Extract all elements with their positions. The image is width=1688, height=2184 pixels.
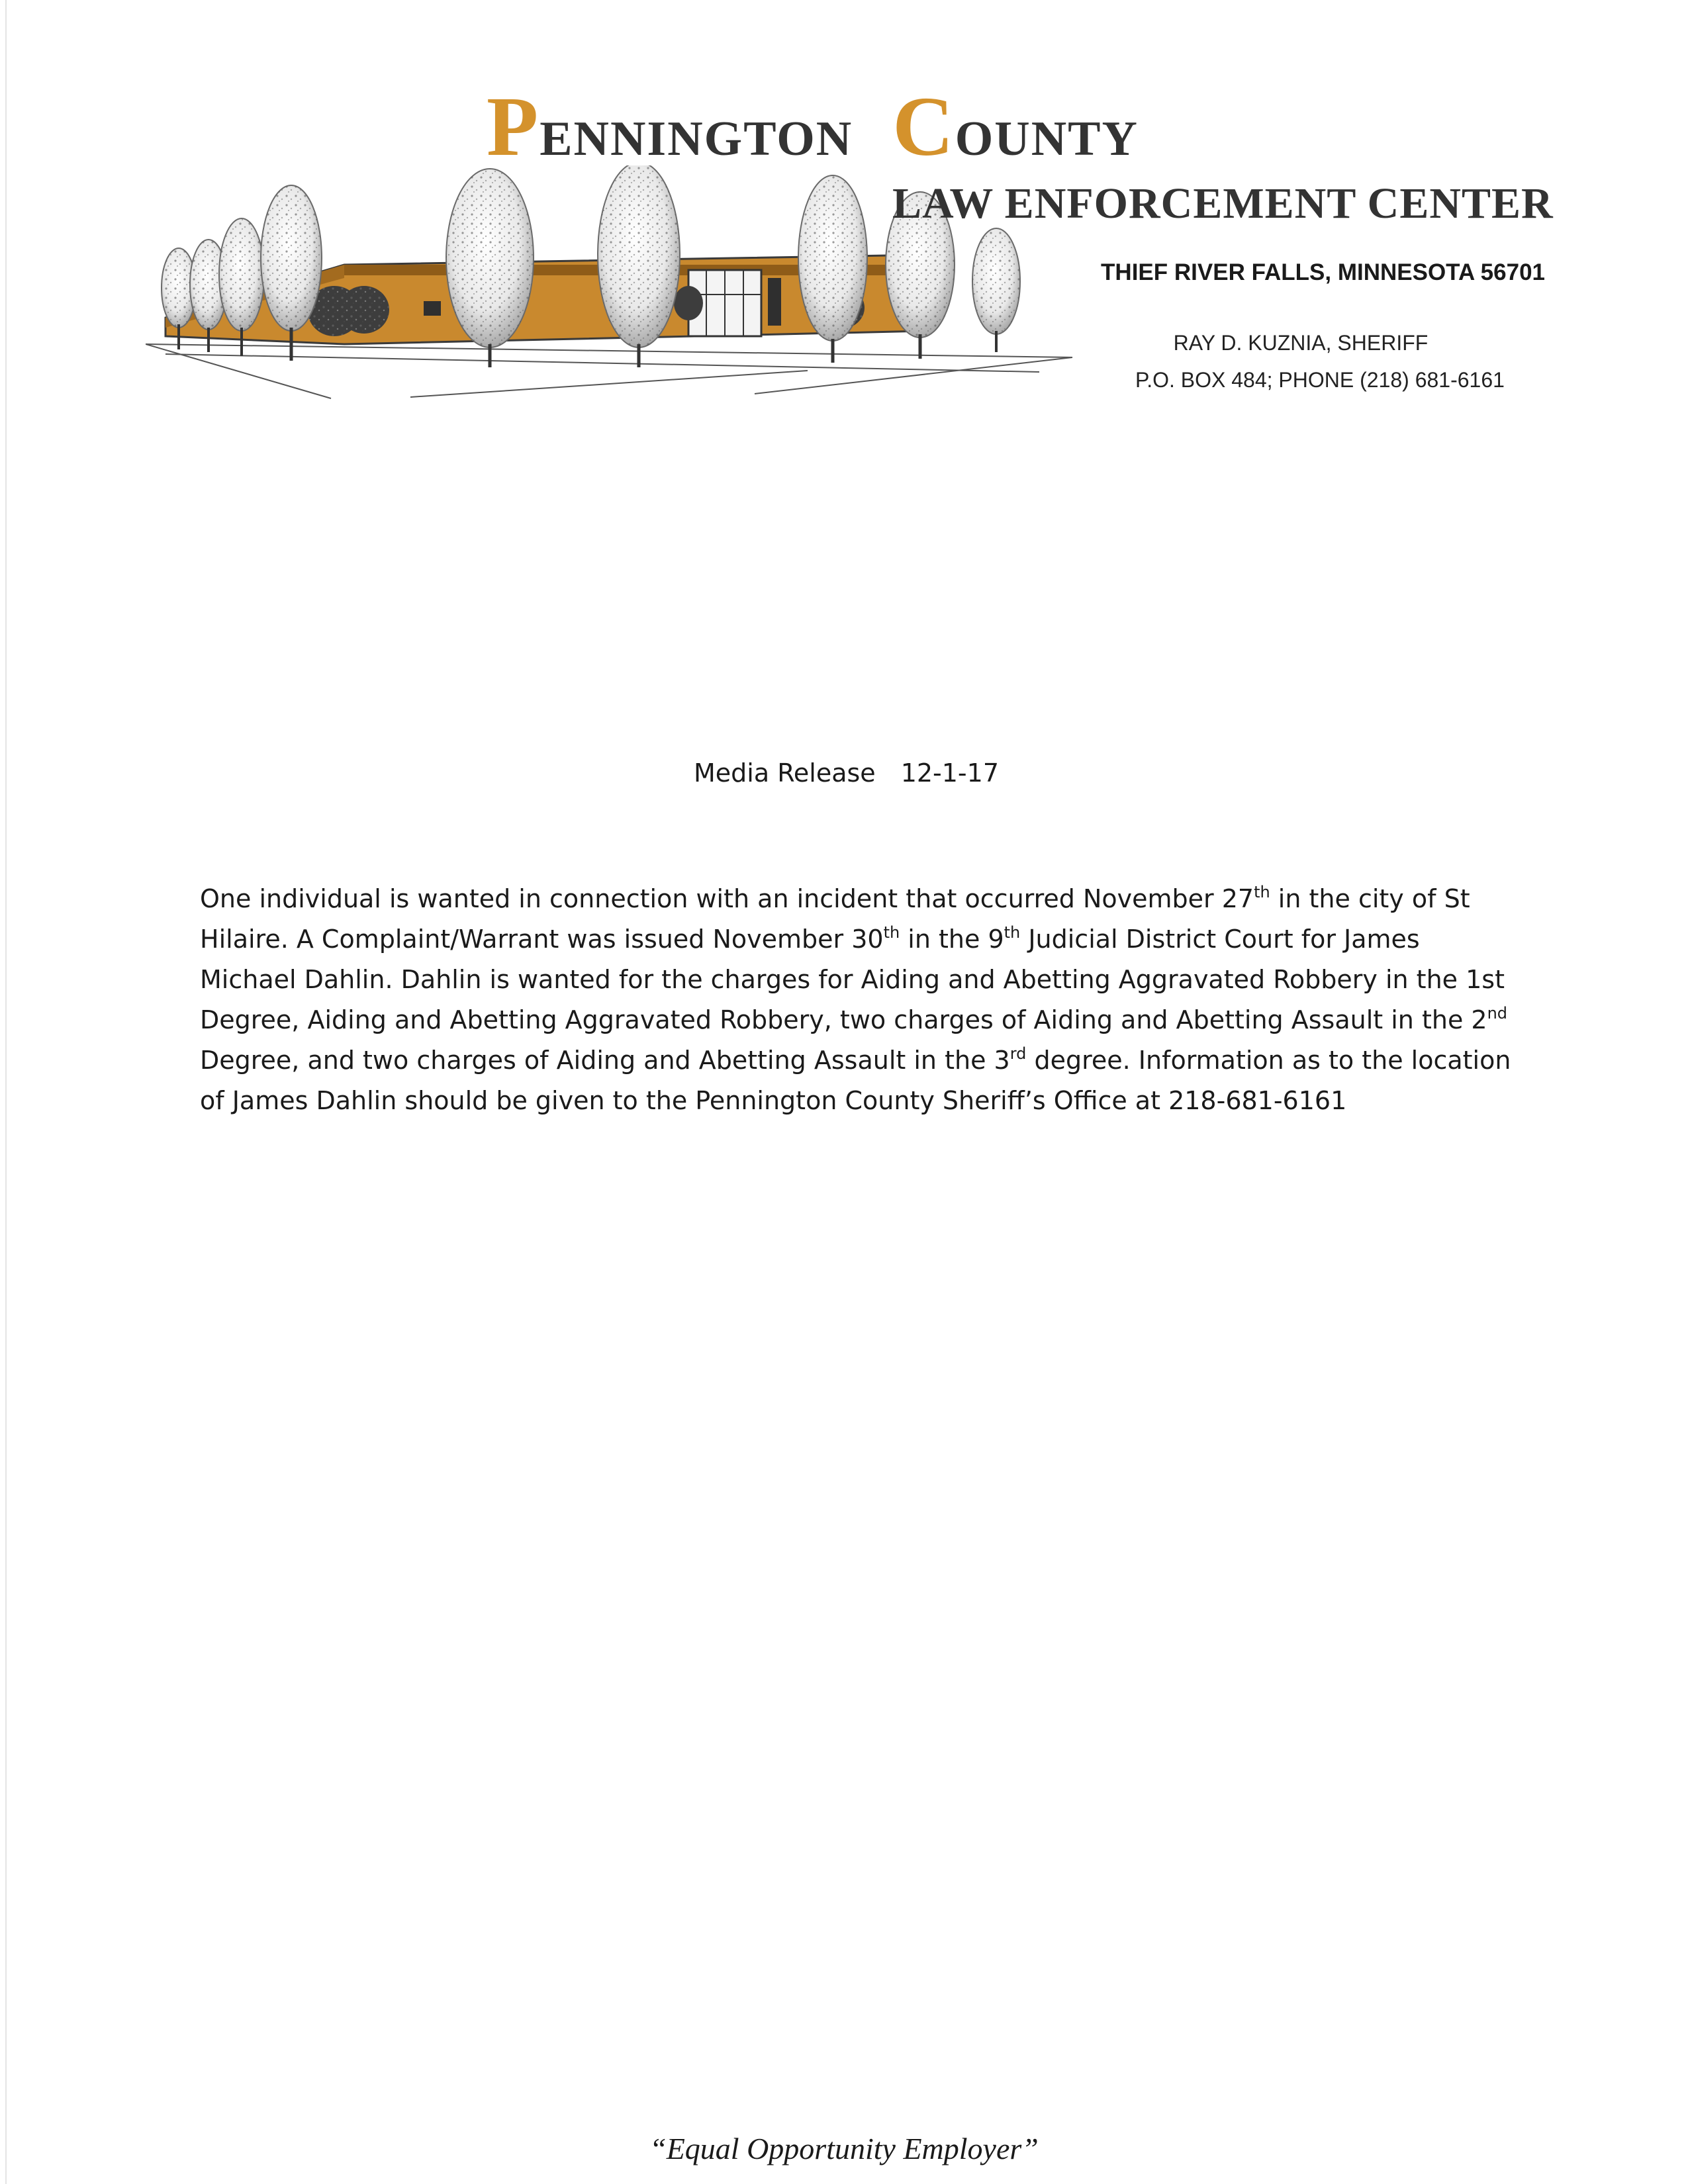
body-line: of James Dahlin should be given to the Pennington County Sheriff’s Office at 218-681-6161 xyxy=(200,1086,1347,1115)
title-word-pennington: ENNINGTON xyxy=(539,112,853,166)
body-line: One individual is wanted in connection with an incident that occurred November 27th in the city of St xyxy=(200,883,1470,913)
body-line: Degree, Aiding and Abetting Aggravated Robbery, two charges of Aiding and Abetting Assault in the 2nd xyxy=(200,1004,1508,1034)
title-word-county: OUNTY xyxy=(955,112,1139,166)
media-release-heading xyxy=(694,758,999,788)
letterhead-city: THIEF RIVER FALLS, MINNESOTA 56701 xyxy=(1101,259,1545,285)
tree xyxy=(972,228,1020,352)
ground-lines xyxy=(146,344,1072,398)
release-body xyxy=(200,879,1524,1121)
release-date: 12-1-17 xyxy=(900,758,999,788)
footer-tagline: “Equal Opportunity Employer” xyxy=(649,2132,1039,2165)
release-label: Media Release xyxy=(694,758,876,788)
letterhead-title xyxy=(487,78,1139,175)
body-line: Michael Dahlin. Dahlin is wanted for the charges for Aiding and Abetting Aggravated Robbery in the 1st xyxy=(200,965,1505,994)
scan-edge xyxy=(5,0,7,2184)
title-initial-p: P xyxy=(487,79,540,173)
body-line: Degree, and two charges of Aiding and Abetting Assault in the 3rd degree. Information as to the location xyxy=(200,1044,1511,1075)
letterhead-contact: P.O. BOX 484; PHONE (218) 681-6161 xyxy=(1135,368,1505,392)
letterhead-sheriff: RAY D. KUZNIA, SHERIFF xyxy=(1173,331,1429,355)
title-initial-c: C xyxy=(892,79,955,173)
letterhead-subtitle: LAW ENFORCEMENT CENTER xyxy=(892,179,1554,228)
body-line: Hilaire. A Complaint/Warrant was issued November 30th in the 9th Judicial District Court for James xyxy=(200,923,1420,954)
